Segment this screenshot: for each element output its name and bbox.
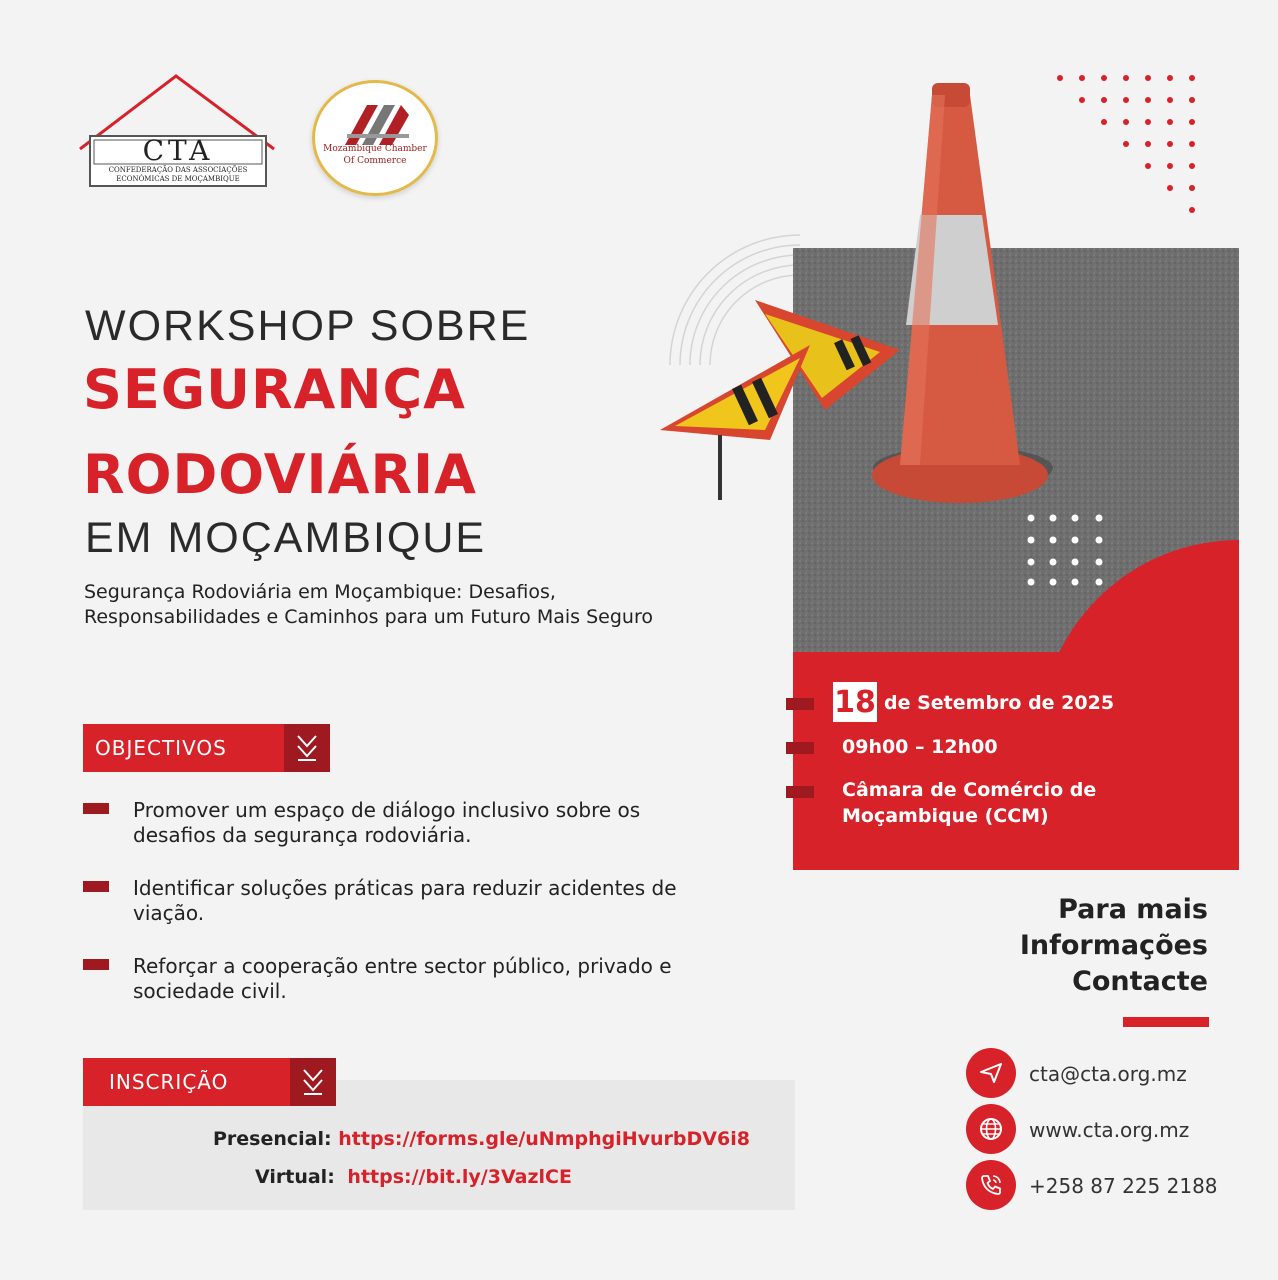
- presencial-link[interactable]: https://forms.gle/uNmphgiHvurbDV6i8: [338, 1128, 750, 1150]
- headline-line2: SEGURANÇA: [83, 358, 466, 421]
- objective-item: [83, 798, 723, 848]
- objective-item: [83, 954, 723, 1004]
- headline-line4: EM MOÇAMBIQUE: [85, 514, 487, 562]
- objective-text: Promover um espaço de diálogo inclusivo sobre os desafios da segurança rodoviária.: [133, 798, 641, 847]
- presencial-label: Presencial:: [213, 1128, 332, 1150]
- decorative-dots-white: [1025, 512, 1110, 592]
- date-bullet: [786, 698, 814, 710]
- contact-email[interactable]: cta@cta.org.mz: [1029, 1062, 1187, 1086]
- cta-logo: [78, 74, 278, 192]
- decorative-dots-red: [1050, 70, 1220, 220]
- phone-icon: [966, 1160, 1016, 1210]
- objective-text: Reforçar a cooperação entre sector público, privado e sociedade civil.: [133, 954, 672, 1003]
- contact-title-line3: Contacte: [1072, 966, 1208, 997]
- event-venue-line1: Câmara de Comércio de: [842, 779, 1097, 801]
- globe-icon: [966, 1104, 1016, 1154]
- virtual-row: [255, 1166, 572, 1188]
- ccm-logo: [312, 80, 438, 196]
- ccm-logo-line2: Of Commerce: [343, 156, 407, 166]
- contact-title-line1: Para mais: [1058, 894, 1208, 925]
- event-day: 18: [833, 682, 877, 722]
- virtual-link[interactable]: https://bit.ly/3VazlCE: [347, 1166, 572, 1188]
- headline-line1: WORKSHOP SOBRE: [85, 302, 531, 350]
- objective-bullet: [83, 803, 109, 814]
- contact-divider: [1123, 1017, 1209, 1027]
- ccm-logo-line1: Mozambique Chamber: [323, 144, 427, 154]
- presencial-row: [213, 1128, 750, 1150]
- cta-logo-abbr: CTA: [142, 134, 214, 167]
- contact-website[interactable]: www.cta.org.mz: [1029, 1118, 1190, 1142]
- objective-item: [83, 876, 723, 926]
- headline-line3: RODOVIÁRIA: [83, 443, 477, 506]
- event-time: 09h00 – 12h00: [842, 736, 998, 758]
- contact-title-line2: Informações: [1019, 930, 1208, 961]
- cta-logo-line2: ECONÓMICAS DE MOÇAMBIQUE: [116, 175, 240, 183]
- objective-bullet: [83, 959, 109, 970]
- event-venue-line2: Moçambique (CCM): [842, 805, 1049, 827]
- contact-title: [1020, 892, 1208, 1000]
- event-date: de Setembro de 2025: [884, 692, 1115, 714]
- virtual-label: Virtual:: [255, 1166, 335, 1188]
- subtitle: Segurança Rodoviária em Moçambique: Desafios, Responsabilidades e Caminhos para um Futuro Mais Seguro: [84, 581, 653, 628]
- cta-logo-line1: CONFEDERAÇÃO DAS ASSOCIAÇÕES: [108, 166, 248, 174]
- objective-bullet: [83, 881, 109, 892]
- objectives-label: OBJECTIVOS: [95, 736, 227, 760]
- send-icon: [966, 1048, 1016, 1098]
- chevron-down-icon: [284, 724, 330, 772]
- registration-label: INSCRIÇÃO: [109, 1070, 229, 1094]
- venue-bullet: [786, 786, 814, 798]
- objectives-tag: [83, 724, 330, 772]
- traffic-cone-illustration: [870, 75, 1050, 515]
- time-bullet: [786, 742, 814, 754]
- registration-tag: [83, 1058, 336, 1106]
- contact-phone[interactable]: +258 87 225 2188: [1029, 1174, 1218, 1198]
- objective-text: Identificar soluções práticas para reduzir acidentes de viação.: [133, 876, 677, 925]
- chevron-down-icon: [290, 1058, 336, 1106]
- traffic-sign-illustration: [660, 300, 900, 500]
